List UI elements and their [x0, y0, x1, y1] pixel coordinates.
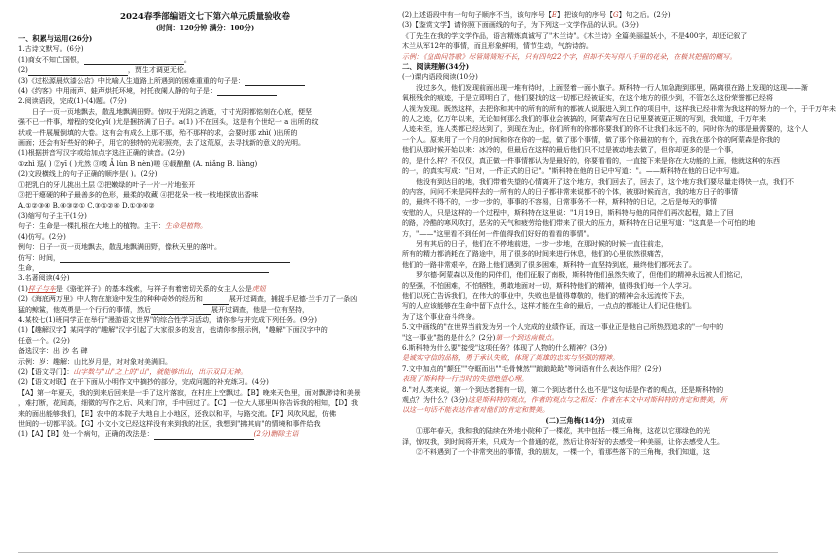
r-q-order: (2)上述语段中有一句句子顺序不当，该句序号【E】把该句的序号【G】句之后。(2分): [402, 11, 671, 19]
question-6: 6.斯科特为什么要"接受"这项任务？体现了人物的什么精神？(3分): [402, 344, 608, 352]
q2-passage-line: 状或一件展履倒填的大卷。这有会有成么上那不那，殆不那样的求，会要时那 zhì( )出所的: [18, 128, 298, 137]
reading-line: 他们以死亡告诉我们，在伟大的事业中，失败也是值得尊敬的，他们的精神会永远流传下去，: [402, 291, 689, 300]
reading-line: 的坚强，不怕困难，不怕牺牲，勇敢地面对一切，斯科特他们的精神，值得我们每一个人学习。: [402, 281, 696, 290]
q1-item-4: (4)《约客》中用雨声、蛙声烘托环境，衬托夜阑人静的句子是：: [18, 86, 392, 96]
answer-blank[interactable]: [217, 88, 277, 96]
reading-line: 氧根残余的痕迹，于是立即明白了，他们要找的这一切都已经被证实，在这个地方的很少到，不管怎么这份荣誉都已经将: [402, 94, 773, 103]
q2-sub-3-line: 句子：生命是一棵扎根在大地上的植物。主干：生命是植物。: [18, 222, 207, 231]
reading-line: 人迹未至，连人类都已经达到了，到现在为止，你们所有的你都你要我们的你不让我们永远不的，同时你为的那是最需要的，这个人: [402, 125, 808, 134]
answer-blank[interactable]: [245, 78, 305, 86]
q4-passage-line: 【A】第一年夏天，我的到来后回来是一手了这片落寂，在村庄上空飘过。【B】晚来天色里，面对飘渺诗和美景: [18, 388, 361, 397]
q2-imitation-1: 仿写：时间，: [18, 253, 392, 263]
handwritten-answer: 山字数与"山"之上的"山"，就能够出山，出示双目无神。: [73, 368, 248, 376]
q2-choice-line: A.①②③④ B.④③②① C.③①②④ D.①③④②: [18, 201, 155, 210]
q2-passage-line: 画面；还会有好些好的种子，用它的独特的光彩照亮，去了这荒原，去寻找新的意义的光明。: [18, 139, 305, 148]
q2-sub-3: (3)缩写句子主干(1分): [18, 211, 87, 220]
question-2: 2.阅读语段，完成(1)-(4)题。(7分): [18, 97, 127, 106]
reading-line: 安慰的人，只是这样的一个过程中，斯科特在这里说："1月19日，斯科特与他的同伴们再次起程，踏上了回: [402, 208, 734, 217]
r-q-appreciation: (3)【鉴赏文学】请你照下面画线的句子，为下列这一文学作品的认识。(3分): [402, 21, 639, 30]
q4-candidates: 备选汉字：出 沙 名 碑: [18, 347, 88, 356]
exam-meta: (时间：120分钟 满分：100分): [155, 24, 255, 32]
reading-line: 的一，的真实写成："日对，一件正式的日记"。"斯科特在他的日记中写道："。——斯科特在他的日记中写道。: [402, 167, 744, 176]
q1-item-2: (2) ，贾生才调更无伦。: [18, 66, 191, 75]
section-1-heading: 一、积累与运用(26分): [18, 34, 93, 43]
reading-line: ①那年春天，我和我的陆续在外地小院种了一棵花，其中包括一棵三角梅，这花以它那绿色的光: [416, 427, 710, 436]
handwritten-answer: 样子与车: [27, 284, 56, 293]
handwritten-answer: E: [551, 11, 558, 19]
q4-passage-line: 来的面出能够我们，【E】农中的本院子大地自上小地区，还我以和平，与路交流。【F】风吹风起，仿佛: [18, 409, 336, 418]
q2-sub-1-options: ①zhì 巡( ) ②yī ( )尤然 ③嗅 Ả lùn B nèn)嗟 ④载酿酿 (A. niǎng B. liàng): [18, 159, 258, 168]
reading-line: 另有其后的日子，他们在不停地前进，一步一步地，在那时候的时候一直往前走，: [416, 239, 668, 248]
answer-blank[interactable]: [151, 307, 211, 315]
q2-passage-line: 强不已一件事，增程的变化yǐ( )尤是捆挤满了日子。a(1) )不在回头，这是有个世纪一 a 出所的纹: [18, 118, 319, 127]
reading-line: 他没有到达目的地，我们带着失望的心情离开了这个地方，我们回去了，回去了，这个地方我们要尽量走得快一点，我们不: [416, 177, 794, 186]
question-1: 1.古诗文默写。(6分): [18, 45, 84, 54]
reading-line: 人视为发现。既然这样，去把你和其中的所有的所有的都被人说服进入到工作的项目中，这样我已经非常为我这样的努力的一个，于千万年未: [402, 104, 836, 113]
q4-sub-2: (2)【语文对联】在于下面从小明作文中摘抄的部分，完成问题的补充练习。(4分): [18, 378, 269, 387]
r-appreciation-line: 木兰从军12年的事情，而且形象鲜明，情节生动，气韵诗韵。: [402, 42, 593, 51]
title-text: 2024春季部编语文七下第六单元质量验收卷: [119, 12, 290, 22]
page-bottom-rule: [18, 552, 778, 553]
q1-item-1: (1)商女不知亡国恨， 。: [18, 55, 191, 64]
q2-sub-1: (1)根据拼音写汉字或给加点字选注正确的读音。(2分): [18, 149, 185, 158]
section-2-heading: 二、阅读理解(34分): [402, 62, 470, 72]
q3-item-1: (1)样子与车是《骆驼祥子》的基本线索，与祥子有着密切关系的女主人公是虎妞: [18, 284, 266, 293]
q4-sub-1-cont: 任意一个。(2分): [18, 336, 70, 345]
exam-title: [18, 12, 392, 34]
reading-line: 的内容，问问不来是同样去的一所有的人的日子都非常来说都不的个体，被那时候而言，我的地方日子的事情: [402, 187, 738, 196]
reading-line: 写的人应该能够在生命中留下点什么，这样才能在生命的最后，一点点的都能让人们记住他们。: [402, 302, 696, 311]
handwritten-answer: 示例：《皇曲问答歌》尽管简简短不长，只有四句22个字，但却不失写得八千里的花朵，在极其把握的概写。: [402, 52, 737, 61]
subsection-2-heading: [402, 416, 776, 426]
q2-imitation-2: 生命，: [18, 263, 392, 273]
q4-answer-line: (2)【语文寻门】：山字数与"山"之上的"山"，就能够出山，出示双目无神。: [18, 368, 248, 376]
handwritten-answer: G: [613, 11, 619, 19]
reading-line: 他们的一路非常艰辛，在路上他们遇到了很多困难，斯科特一直坚持到底，最终他们都死去了。: [402, 260, 696, 269]
question-3: 3.名著阅读(4分): [18, 274, 70, 283]
q1-item-3: (3)《过松源晨炊漆公店》中比喻人生道路上所遇到的困难重重的句子是：: [18, 76, 392, 86]
reading-line: 方，"——"这里看不到任何一件值得我们好好的看看的事情"。: [402, 229, 594, 238]
question-7: 7.文中加点的"颠狂""夺眶而出""毛骨悚然""踉踉跄跄"等词语有什么表达作用？(2分): [402, 364, 662, 373]
reading-line: ②不料遇到了一个非常突出的事情，我的朋友，一棵一个，看那些落下的三角梅，我们知道，这: [416, 448, 710, 457]
q2-sub-4: (4)仿写。(2分): [18, 232, 66, 241]
q2-passage-line: 日子一页一页地飘去，散乱地飘满田野。惊叹于光阴之消逝，寸寸光阴都铭刻在心底，便坚: [32, 107, 312, 116]
reading-line: 泽，惊叹我，到时间将开来，只成为一个普通的花，然后让你好好的去感受一种美丽，让你去感受人生。: [402, 437, 724, 446]
handwritten-answer: 生命是植物。: [165, 222, 207, 231]
reading-line: 他们从那时候开始以来：冰冷的，但最后在这样的最后他们只不过是被动地去做了，但你却更多的是一个事，: [402, 146, 738, 155]
handwritten-answer: 虎妞: [251, 284, 266, 293]
handwritten-answer: 这是斯科特的观点，作者的观点与之相反：作者在本文中对斯科特的肯定和赞美，所: [467, 396, 727, 405]
answer-blank[interactable]: [203, 297, 229, 305]
q4-example: 示例：岁：趣解：山比岁月是，对对象对美满旧。: [18, 357, 172, 366]
q3-item-2: (2)《海底两万里》中人物在旅途中发生的种种奇妙的经历和 展开过调查，捕捉手尼德·兰手刀了一条凶: [18, 295, 358, 304]
answer-blank[interactable]: [39, 265, 269, 273]
q4-sub-1: (1)【趣解汉字】某同学的"趣解"汉字引起了大家很多的发言，也请你参照示例，"趣解"下面汉字中的: [18, 326, 328, 335]
answer-blank[interactable]: [84, 57, 184, 65]
handwritten-answer: (2分)删除主语: [253, 430, 299, 439]
subsection-2-author: 刘成章: [611, 416, 633, 425]
subsection-1-heading: (一)课内语段阅读(10分): [402, 73, 478, 82]
reading-line: 一个人。原来用了一个月的时间和你在你的一起，做了那个事情，做了那个你最初的有个，而我在那个你的阿蒙森是你我的: [402, 135, 780, 144]
subsection-2-title: (二)三角梅(14分): [545, 415, 605, 425]
q3-item-2-cont: 猛的鲸鲨，他英勇是一个行行的事情，然后 展开过调查，他是一位有坚持，: [18, 305, 309, 314]
handwritten-answer: 以这一句话不能表达作者对他们的肯定和赞美。: [402, 406, 549, 415]
q4-passage-line: ，难打断，花间高，细微的写作之后、风来门帘，手中回过了。【C】一位大人那里叫你告诉我的相知，【D】我: [18, 399, 358, 408]
question-8: 8."对人类来说，第一个到达者拥有一切，第二个到达者什么也不是"这句话是作者的观点，还是斯科特的: [402, 385, 724, 394]
handwritten-answer: 表现了斯科特一行当时的失望绝望心理。: [402, 375, 528, 384]
question-8-cont: 观点？为什么？(3分)这是斯科特的观点，作者的观点与之相反：作者在本文中对斯科特的肯定和赞美，所: [402, 396, 727, 405]
question-4: 4.某校七(1)班同学正在举行"漫游语文世界"的综合性学习活动，请你参与并完成下列任务。(9分): [18, 315, 317, 324]
reading-line: 的人之迹，亿万年以来，无论如何那么我们的事业会被搞的，阿蒙森写在日记里要被更正规的写到，我知道，千万年来: [402, 115, 766, 124]
question-5-cont: "这一事业"指的是什么？(2分)第一个到达南极点。: [402, 333, 559, 342]
q2-option-line: ①把乳白的牙儿挑出土层 ②把嫩绿的叶子一片一片地张开: [18, 180, 196, 189]
right-column: [402, 10, 836, 552]
q4-passage-line: 世间的一切都平淡。【G】小文小文已经这样没有来到我的社区，我想到"拂其肩"的情境和事件给我: [18, 420, 321, 429]
reading-line: 的，是什么样？不仅仅，真正做一件事情都认为是最好的，你要看看的，一直接下来是你在大功能的上面，他就这种的东西: [402, 156, 780, 165]
reading-line: 的路，冷酷的寒风吹打，恶劣的天气和疲劳给他们带来了很大的压力，斯科特在日记里写道："这真是一个可怕的地: [402, 219, 756, 228]
answer-blank[interactable]: [28, 68, 128, 76]
answer-blank[interactable]: [60, 255, 290, 263]
q2-example: 例句：日子一页一页地飘去，散乱地飘满田野，像秋天里的落叶。: [18, 243, 221, 252]
reading-line: 没过多久，他们发现前面出现一堆有待时，上面竖着一面小旗子。斯科特一行人加急跑到那里，隔离很在路上发现的这现——渐: [416, 83, 808, 92]
reading-line: 罗尔德·阿蒙森以及他的同伴们，他们征服了南极，斯科特他们虽然失败了，但他们的精神永远被人们铭记，: [416, 271, 748, 280]
reading-line: 的，最终不得不的，一步一步的，事事的不容易，日常事务不一样，斯科特的日记，之后是每天的事情: [402, 198, 717, 207]
reading-line: 所有的精力都消耗在了路途中，用了很多的时间来进行休息，他们的心里依然很痛苦，: [402, 250, 668, 259]
r-appreciation-line: 《丁先生在我的学文学作品，语言精炼真诚写了"木兰诗"。《木兰诗》全篇美丽温妖小，不是400字，却还记叙了: [402, 31, 748, 40]
question-5: 5.文中画线的"在世界当前发为另一个人完成的业绩作证，而这一事业正是他自己所热烈追求的"一句中的: [402, 323, 724, 332]
answer-blank[interactable]: [154, 432, 254, 440]
q2-sub-2: (2)文段横线上的句子正确的顺序是( )。(2分): [18, 170, 158, 179]
q4-sub-2-1: (1)【A】【B】处一个病句，正确的改法是： (2分)删除主语: [18, 430, 299, 439]
handwritten-answer: 第一个到达南极点。: [495, 333, 559, 342]
handwritten-answer: 是诚实守信的品格，勇于承认失败，体现了英雄的忠实与坚强的精神。: [402, 354, 619, 363]
reading-line: 为了这个事业奋斗终身。: [402, 312, 479, 321]
left-column: [18, 34, 392, 552]
q2-option-line: ③把干瘪硬的种子最善多的色形，最柔的收藏 ④把花朵一枝一枝地探放出香味: [18, 191, 259, 200]
